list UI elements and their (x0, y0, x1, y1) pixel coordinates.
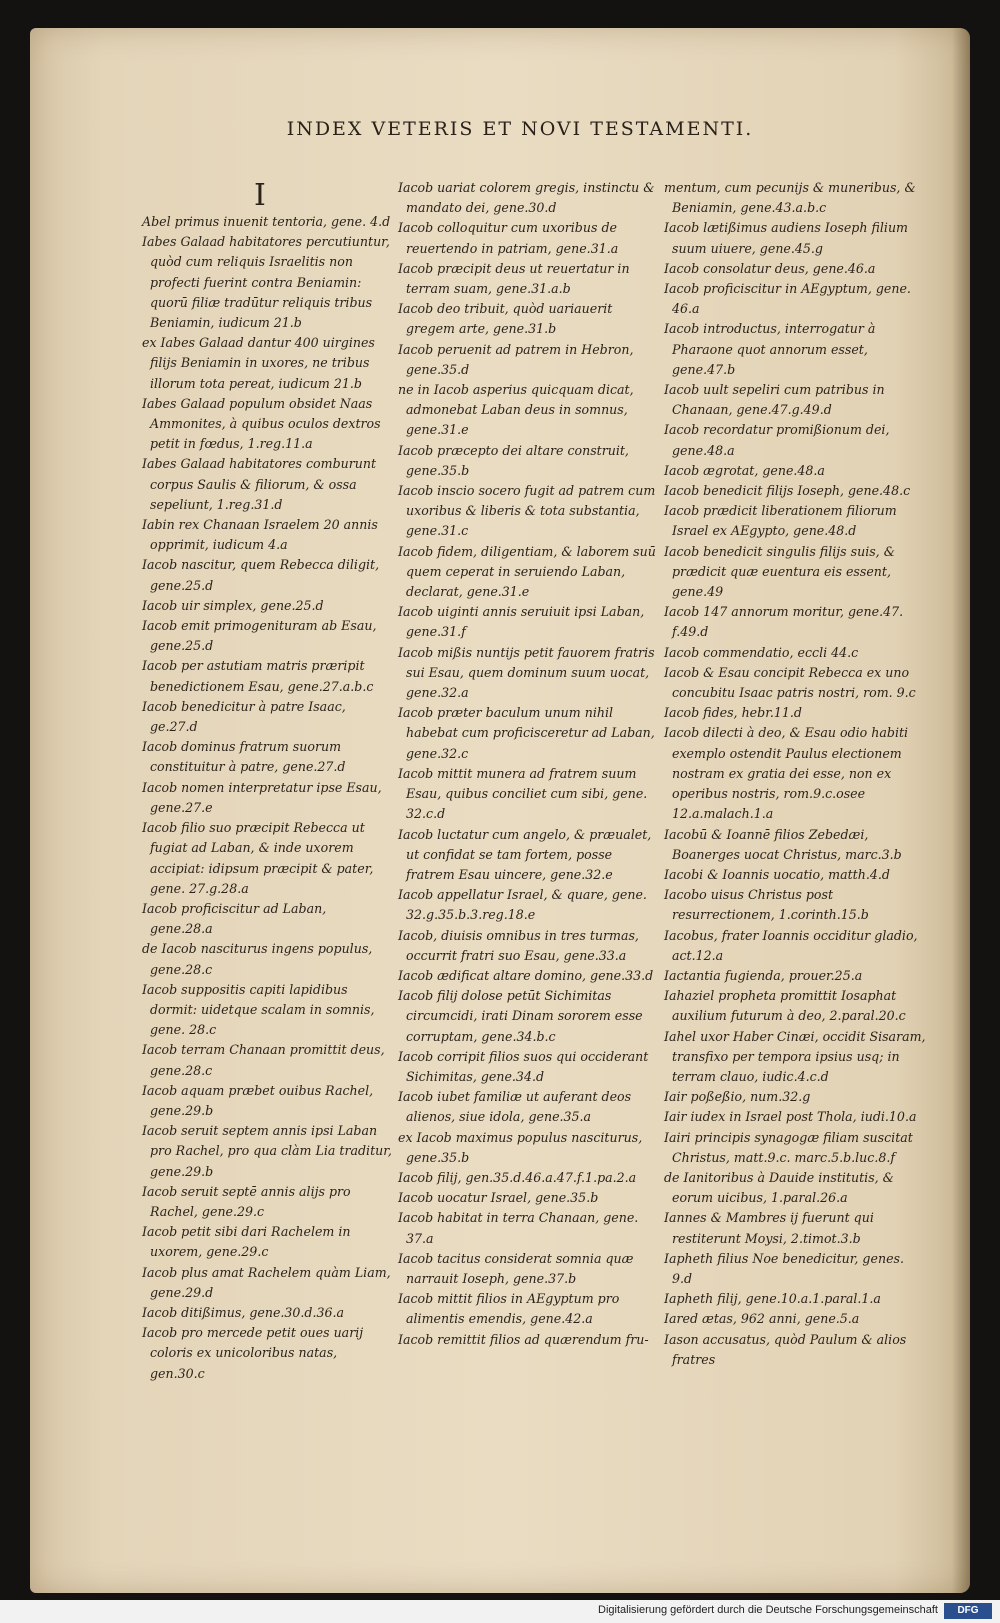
index-entry: Iacob fides, hebr.11.d (664, 705, 802, 721)
index-entry: mentum, cum pecunijs & muneribus, & Beniamin, gene.43.a.b.c (664, 180, 916, 216)
index-entry: Iahaziel propheta promittit Iosaphat auxilium futurum à deo, 2.paral.20.c (664, 988, 906, 1024)
index-entry: Iacob pro mercede petit oues uarij coloris ex unicoloribus natas, gen.30.c (142, 1325, 364, 1381)
index-entry: Iacob recordatur promißionum dei, gene.48.a (664, 422, 890, 458)
index-entry: Iacob filio suo præcipit Rebecca ut fugiat ad Laban, & inde uxorem accipiat: idipsum præcipit & pater, gene. 27.g.28.a (142, 820, 374, 896)
index-entry: Iacob iubet familiæ ut auferant deos alienos, siue idola, gene.35.a (398, 1089, 632, 1125)
index-entry: Iacob ædificat altare domino, gene.33.d (398, 967, 654, 983)
index-entry: Iacob benedicitur à patre Isaac, ge.27.d (142, 698, 346, 735)
index-entry: Iacob uiginti annis seruiuit ipsi Laban, gene.31.f (398, 604, 645, 640)
index-entry: Iacob seruit septem annis ipsi Laban pro Rachel, pro qua clàm Lia traditur, gene.29.b (142, 1123, 392, 1179)
index-entry: Iacob prædicit liberationem filiorum Israel ex AEgypto, gene.48.d (664, 503, 897, 539)
footer-bar (0, 1600, 1000, 1623)
index-entry: Iacob proficiscitur ad Laban, gene.28.a (142, 900, 327, 937)
index-entry: Iabes Galaad habitatores comburunt corpus Saulis & filiorum, & ossa sepeliunt, 1.reg.31.d (142, 456, 377, 512)
index-entry: ex Iabes Galaad dantur 400 uirgines filijs Beniamin in uxores, ne tribus illorum tota pereat, iudicum 21.b (142, 335, 375, 391)
index-entry: Iacob luctatur cum angelo, & præualet, ut confidat se tam fortem, posse fratrem Esau uincere, gene.32.e (398, 826, 652, 882)
column-2 (398, 178, 660, 1350)
index-entry: Iacob remittit filios ad quærendum fru- (398, 1331, 649, 1347)
index-entry: Iacob ægrotat, gene.48.a (664, 462, 825, 478)
index-entry: Abel primus inuenit tentoria, gene. 4.d (142, 214, 391, 229)
page-header: INDEX VETERIS ET NOVI TESTAMENTI. (286, 118, 754, 140)
index-entry: Iair iudex in Israel post Thola, iudi.10.a (664, 1109, 917, 1125)
index-entry: Iannes & Mambres ij fuerunt qui restiterunt Moysi, 2.timot.3.b (664, 1210, 874, 1246)
index-entry: Iacob mißis nuntijs petit fauorem fratris sui Esau, quem dominum suum uocat, gene.32.a (398, 644, 655, 701)
index-entry: Iacob proficiscitur in AEgyptum, gene. 46.a (664, 281, 911, 317)
index-entry: Iabin rex Chanaan Israelem 20 annis opprimit, iudicum 4.a (142, 517, 378, 553)
index-entry: Iacob mittit filios in AEgyptum pro alimentis emendis, gene.42.a (398, 1291, 620, 1327)
index-entry: Iacob præter baculum unum nihil habebat cum proficisceretur ad Laban, gene.32.c (398, 705, 655, 761)
index-entry: Iacob præcipit deus ut reuertatur in terram suam, gene.31.a.b (398, 260, 630, 297)
index-entry: de Ianitoribus à Dauide institutis, & eorum uicibus, 1.paral.26.a (664, 1169, 894, 1206)
index-entry: ne in Iacob asperius quicquam dicat, admonebat Laban deus in somnus, gene.31.e (398, 382, 634, 438)
index-entry: Iacob præcepto dei altare construit, gene.35.b (398, 442, 629, 478)
index-entry: Iacob & Esau concipit Rebecca ex uno concubitu Isaac patris nostri, rom. 9.c (664, 664, 916, 701)
index-entry: Iair poßeßio, num.32.g (664, 1089, 811, 1105)
index-entry: Iairi principis synagogæ filiam suscitat Christus, matt.9.c. marc.5.b.luc.8.f (664, 1129, 913, 1165)
index-entry: Iacob appellatur Israel, & quare, gene. 32.g.35.b.3.reg.18.e (398, 887, 647, 923)
index-entry: Iacobi & Ioannis uocatio, matth.4.d (664, 866, 890, 882)
index-entry: Iacobū & Ioannē filios Zebedæi, Boanerges uocat Christus, marc.3.b (664, 826, 902, 862)
index-entry: Iacob seruit septē annis alijs pro Rachel, gene.29.c (142, 1183, 351, 1219)
index-entry: Iacob inscio socero fugit ad patrem cum uxoribus & liberis & tota substantia, gene.31.c (398, 483, 656, 539)
index-entry: de Iacob nasciturus ingens populus, gene.28.c (142, 941, 373, 977)
index-entry: ex Iacob maximus populus nasciturus, gene.35.b (398, 1129, 643, 1165)
index-entry: Iacob nomen interpretatur ipse Esau, gene.27.e (142, 779, 382, 815)
index-entry: Iacob 147 annorum moritur, gene.47. f.49.d (664, 604, 904, 640)
index-entry: Iacob dominus fratrum suorum constituitur à patre, gene.27.d (142, 739, 346, 775)
index-entry: Iacob uult sepeliri cum patribus in Chanaan, gene.47.g.49.d (664, 382, 885, 418)
index-entry: Iacob filij dolose petūt Sichimitas circumcidi, irati Dinam sororem esse corruptam, gene.34.b.c (398, 988, 643, 1044)
index-entry: Iacob uariat colorem gregis, instinctu & mandato dei, gene.30.d (398, 180, 655, 216)
index-entry: Iacob fidem, diligentiam, & laborem suū quem ceperat in seruiendo Laban, declarat, gene.31.e (398, 543, 656, 600)
index-entry: Iapheth filij, gene.10.a.1.paral.1.a (664, 1291, 881, 1307)
page-edge (952, 28, 970, 1593)
index-entry: Iabes Galaad habitatores percutiuntur, quòd cum reliquis Israelitis non profecti fuerint contra Beniamin: quorū filiæ tradūtur reliquis tribus Beniamin, iudicum 21.b (142, 234, 390, 331)
index-entry: Iacob plus amat Rachelem quàm Liam, gene.29.d (142, 1264, 391, 1300)
index-entry: Iacob mittit munera ad fratrem suum Esau, quibus conciliet cum sibi, gene. 32.c.d (398, 765, 648, 822)
index-entry: Iacob introductus, interrogatur à Pharaone quot annorum esset, gene.47.b (664, 321, 876, 377)
index-entry: Iacob, diuisis omnibus in tres turmas, occurrit fratri suo Esau, gene.33.a (398, 927, 639, 963)
index-entry: Iacobo uisus Christus post resurrectionem, 1.corinth.15.b (664, 887, 869, 923)
footer-credit: Digitalisierung gefördert durch die Deutsche Forschungsgemeinschaft (598, 1604, 938, 1616)
column-1 (142, 212, 392, 1384)
index-entry: Iacob colloquitur cum uxoribus de reuertendo in patriam, gene.31.a (398, 220, 619, 256)
index-entry: Iacob lætißimus audiens Ioseph filium suum uiuere, gene.45.g (664, 220, 908, 256)
index-entry: Iacob aquam præbet ouibus Rachel, gene.29.b (142, 1082, 374, 1118)
index-entry: Iason accusatus, quòd Paulum & alios fratres (664, 1331, 907, 1367)
index-entry: Iacob benedicit singulis filijs suis, & prædicit quæ euentura eis essent, gene.49 (664, 543, 895, 600)
index-entry: Iacob corripit filios suos qui occiderant Sichimitas, gene.34.d (398, 1048, 649, 1084)
index-entry: Iacob terram Chanaan promittit deus, gene.28.c (142, 1042, 385, 1078)
index-entry: Iacob dilecti à deo, & Esau odio habiti exemplo ostendit Paulus electionem nostram ex gratia dei esse, non ex operibus nostris, rom.9.c.osee 12.a.malach.1.a (664, 725, 909, 822)
index-entry: Iapheth filius Noe benedicitur, genes. 9.d (664, 1250, 904, 1286)
index-entry: Iacob peruenit ad patrem in Hebron, gene.35.d (398, 341, 634, 377)
index-entry: Iahel uxor Haber Cinæi, occidit Sisaram, transfixo per tempora ipsius usq; in terram clauo, iudic.4.c.d (664, 1028, 926, 1084)
index-entry: Iacobus, frater Ioannis occiditur gladio, act.12.a (664, 927, 918, 963)
index-entry: Iacob petit sibi dari Rachelem in uxorem, gene.29.c (142, 1224, 351, 1260)
index-entry: Iabes Galaad populum obsidet Naas Ammonites, à quibus oculos dextros petit in fœdus, 1.reg.11.a (142, 395, 381, 452)
index-entry: Iacob per astutiam matris præripit benedictionem Esau, gene.27.a.b.c (142, 658, 374, 694)
index-entry: Iacob ditißimus, gene.30.d.36.a (142, 1304, 345, 1320)
index-entry: Iacob habitat in terra Chanaan, gene. 37.a (398, 1210, 639, 1246)
index-entry: Iacob emit primogenituram ab Esau, gene.25.d (142, 618, 377, 654)
index-entry: Iacob consolatur deus, gene.46.a (664, 260, 876, 276)
index-entry: Iacob uir simplex, gene.25.d (142, 597, 324, 613)
index-entry: Iacob benedicit filijs Ioseph, gene.48.c (664, 483, 911, 499)
index-entry: Iacob suppositis capiti lapidibus dormit: uidetque scalam in somnis, gene. 28.c (142, 981, 375, 1038)
section-letter: I (254, 178, 266, 213)
dfg-logo: DFG (944, 1603, 992, 1619)
index-entry: Iacob deo tribuit, quòd uariauerit gregem arte, gene.31.b (398, 301, 613, 337)
index-entry: Iactantia fugienda, prouer.25.a (664, 967, 863, 983)
index-entry: Iacob uocatur Israel, gene.35.b (398, 1190, 599, 1206)
index-entry: Iacob nascitur, quem Rebecca diligit, gene.25.d (142, 557, 380, 593)
index-entry: Iacob tacitus considerat somnia quæ narrauit Ioseph, gene.37.b (398, 1250, 634, 1286)
index-entry: Iacob commendatio, eccli 44.c (664, 644, 859, 660)
index-entry: Iacob filij, gen.35.d.46.a.47.f.1.pa.2.a (398, 1169, 637, 1185)
index-entry: Iared ætas, 962 anni, gene.5.a (664, 1311, 860, 1327)
column-3 (664, 178, 926, 1370)
